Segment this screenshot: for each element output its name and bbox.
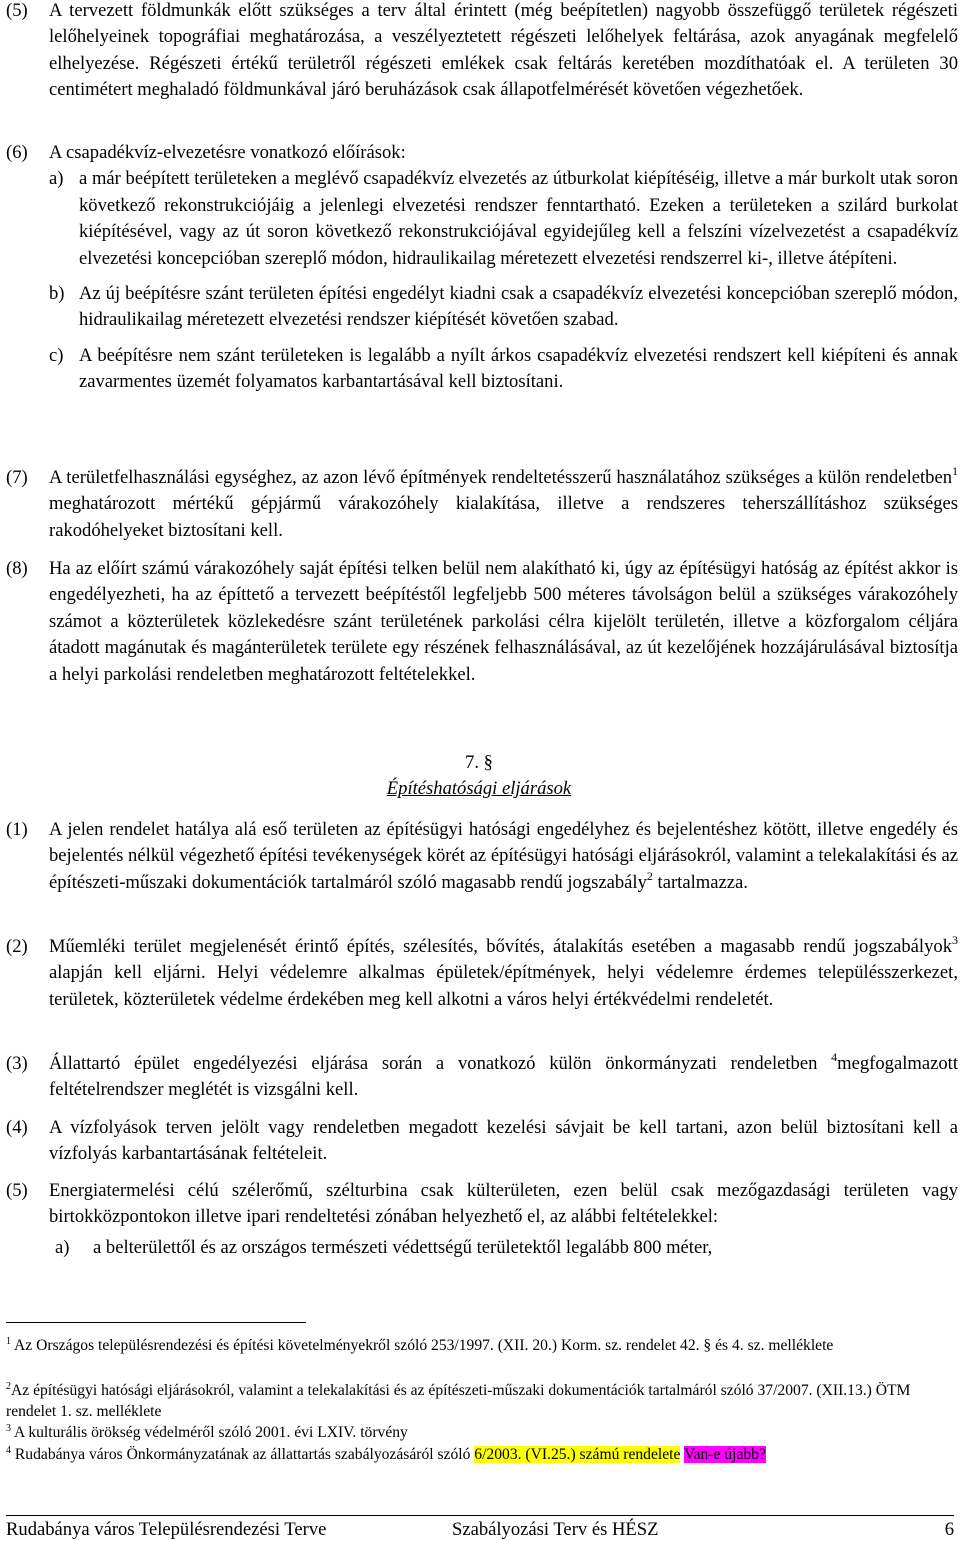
footnote-ref: 4 bbox=[831, 1050, 838, 1064]
highlighted-reference: 6/2003. (VI.25.) számú rendelete bbox=[474, 1446, 681, 1463]
list-item bbox=[0, 343, 958, 396]
paragraph-6-stormwater bbox=[0, 140, 958, 396]
paragraph-5-archaeology bbox=[0, 0, 958, 104]
list-item-text: Az új beépítésre szánt területen építési engedélyt kiadni csak a csapadékvíz elvezetési koncepcióban szereplő módon, hidraulikailag méretezett elvezetési rendszer kiépítését követően szabad. bbox=[79, 283, 958, 331]
list-item bbox=[0, 281, 958, 334]
list-item-label: c) bbox=[49, 344, 64, 366]
paragraph-number: (4) bbox=[6, 1117, 28, 1138]
paragraph-text: A területfelhasználási egységhez, az azon lévő építmények rendeltetésszerű használatához szükséges a külön rendeletben$^1$ meghatározott mértékű gépjármű várakozóhely kialakítása, illetve a rendszeres teherszállításhoz szükséges rakodóhelyeket biztosítani kell. bbox=[49, 464, 958, 541]
paragraph-number: (2) bbox=[6, 936, 28, 957]
paragraph-8-parking-exception bbox=[0, 556, 958, 688]
section-number: 7. § bbox=[465, 752, 493, 773]
paragraph-number: (8) bbox=[6, 558, 28, 579]
paragraph-number: (1) bbox=[6, 819, 28, 840]
footnote-3: $^3$ A kulturális örökség védelméről szóló 2001. évi LXIV. törvény bbox=[6, 1423, 408, 1441]
highlighted-comment: Van-e újabb? bbox=[684, 1446, 766, 1463]
paragraph-number: (5) bbox=[6, 1180, 28, 1201]
paragraph-text: A tervezett földmunkák előtt szükséges a terv által érintett (még beépítetlen) nagyobb összefüggő területek régészeti lelőhelyeinek topográfiai meghatározása, a veszélyeztetett régészeti lelőhelyek feltárása, azok anyagának megfelelő elhelyezése. Régészeti értékű területről régészeti emlékek csak feltárás keretében mozdíthatóak el. A területen 30 centimétert meghaladó földmunkával járó beruházások csak állapotfelmérését követően végezhetőek. bbox=[49, 0, 958, 101]
paragraph-5-wind-power bbox=[0, 1178, 958, 1261]
paragraph-intro: A csapadékvíz-elvezetésre vonatkozó előírások: bbox=[49, 142, 406, 163]
list-item-label: a) bbox=[49, 168, 64, 190]
footnote-ref: 1 bbox=[952, 464, 958, 478]
list-item-label: b) bbox=[49, 283, 65, 305]
paragraph-number: (3) bbox=[6, 1053, 28, 1074]
footnote-separator bbox=[6, 1322, 306, 1323]
paragraph-text: A jelen rendelet hatálya alá eső területen az építésügyi hatósági engedélyhez és bejelentéshez kötött, illetve engedély és bejelentés nélkül végezhető építési tevékenységek körét az építésügyi hatósági eljárásokról, valamint a telekalakítási és az építészeti-műszaki dokumentációk tartalmáról szóló magasabb rendű jogszabály$^2$ tartalmazza. bbox=[49, 819, 958, 893]
section-title: Építéshatósági eljárások bbox=[386, 778, 572, 799]
paragraph-number: (5) bbox=[6, 0, 28, 21]
footnote-1: $^1$ Az Országos településrendezési és építési követelményekről szóló 253/1997. (XII. 20.) Korm. sz. rendelet 42. § és 4. sz. melléklete bbox=[6, 1336, 834, 1354]
paragraph-number: (6) bbox=[6, 142, 28, 163]
paragraph-1-building-permits bbox=[0, 817, 958, 896]
paragraph-text: Energiatermelési célú szélerőmű, szélturbina csak külterületen, ezen belül csak mezőgazdasági területen vagy birtokközpontokon illetve ipari rendeltetési zónában helyezhető el, az alábbi feltételekkel: bbox=[49, 1180, 958, 1228]
list-item bbox=[0, 166, 958, 272]
paragraph-text: A vízfolyások terven jelölt vagy rendeletben megadott kezelési sávjait be kell tartani, azon belül biztosítani kell a vízfolyás karbantartásának feltételeit. bbox=[49, 1117, 958, 1165]
footer-section-title: Szabályozási Terv és HÉSZ bbox=[452, 1519, 659, 1540]
footnote-4: $^4$ Rudabánya város Önkormányzatának az állattartás szabályozásáról szóló 6/2003. (VI.25.) számú rendelete Van-e újabb? bbox=[6, 1445, 766, 1463]
paragraph-number: (7) bbox=[6, 467, 28, 488]
list-item-text: a már beépített területeken a meglévő csapadékvíz elvezetés az útburkolat kiépítéséig, illetve a már burkolt utak soron következő rekonstrukciójáig a jelenlegi elvezetési rendszer fenntartható. Ezeken a területeken a szilárd burkolat kiépítésével, vagy az út soron következő rekonstrukciójával egyidejűleg kell a felszíni vízelvezetést a csapadékvíz elvezetési koncepcióban szereplő módon, hidraulikailag méretezett elvezetési rendszerrel ki-, illetve átépíteni. bbox=[79, 168, 958, 269]
paragraph-text: Állattartó épület engedélyezési eljárása során a vonatkozó külön önkormányzati rendeletben $^4$megfogalmazott feltételrendszer meglétét is vizsgálni kell. bbox=[49, 1050, 958, 1101]
footer-separator bbox=[6, 1515, 954, 1516]
list-item-text: A beépítésre nem szánt területeken is legalább a nyílt árkos csapadékvíz elvezetési rendszert kell kiépíteni és annak zavarmentes üzemét folyamatos karbantartásával kell biztosítani. bbox=[79, 344, 958, 393]
footer-page-number: 6 bbox=[944, 1519, 954, 1540]
paragraph-4-watercourses bbox=[0, 1115, 958, 1168]
paragraph-7-parking bbox=[0, 465, 958, 544]
paragraph-text: Műemléki terület megjelenését érintő építés, szélesítés, bővítés, átalakítás esetében a magasabb rendű jogszabályok$^3$ alapján kell eljárni. Helyi védelemre alkalmas épületek/építmények, helyi védelemre érdemes településszerkezet, területek, közterületek védelme érdekében meg kell alkotni a város helyi értékvédelmi rendeletét. bbox=[49, 933, 958, 1010]
footnote-2: $^2$Az építésügyi hatósági eljárásokról, valamint a telekalakítási és az építészeti-műszaki dokumentációk tartalmáról szóló 37/2007. (XII.13.) ÖTM rendelet 1. sz. melléklete bbox=[6, 1381, 911, 1421]
footer-document-title: Rudabánya város Településrendezési Terve bbox=[6, 1519, 327, 1540]
list-item bbox=[0, 1235, 958, 1261]
footnote-ref: 2 bbox=[646, 868, 653, 883]
paragraph-2-monument-area bbox=[0, 934, 958, 1013]
footnote-ref: 3 bbox=[952, 933, 958, 947]
list-item-text: a belterülettől és az országos természeti védettségű területektől legalább 800 méter, bbox=[93, 1236, 713, 1258]
paragraph-text: Ha az előírt számú várakozóhely saját építési telken belül nem alakítható ki, úgy az építésügyi hatóság az építést akkor is engedélyezheti, ha az építtető a tervezett beépítéstől legfeljebb 500 méteres távolságon belül a szükséges várakozóhely számot a közterületek közlekedésre szánt területének parkolási célra kijelölt területén, illetve a közforgalom céljára átadott magánutak és magánterületek területe egy részének felhasználásával, az út kezelőjének hozzájárulásával biztosítja a helyi parkolási rendeletben meghatározott feltételekkel. bbox=[49, 558, 958, 685]
list-item-label: a) bbox=[55, 1236, 70, 1258]
paragraph-3-animal-husbandry bbox=[0, 1051, 958, 1104]
